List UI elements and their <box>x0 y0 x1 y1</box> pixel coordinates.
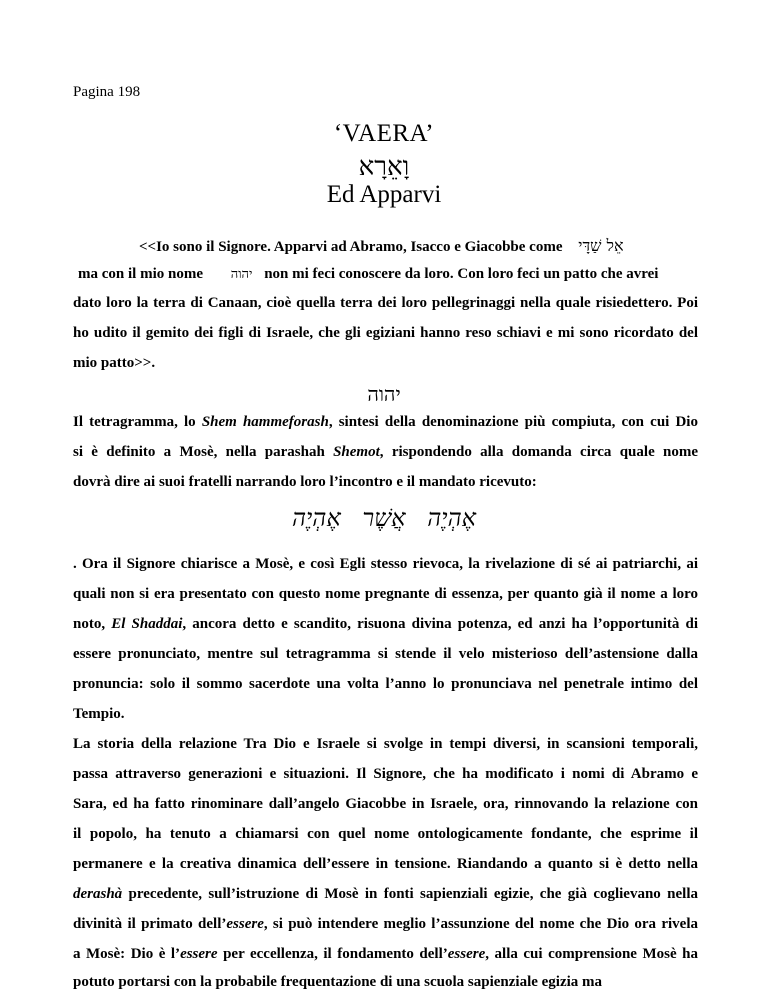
para2-line-3 <box>73 616 698 633</box>
quote-line-3: dato loro la terra di Canaan, cioè quella terra dei loro pellegrinaggi nella quale risiedettero. Poi <box>73 295 698 311</box>
para1-line-2-pre: si è definito a Mosè, nella parashah <box>73 444 334 460</box>
yhwh-inline-hebrew: יהוה <box>230 267 253 282</box>
para2-line-3-post: , ancora detto e scandito, risuona divina potenza, ed anzi ha l’opportunità di <box>182 616 698 632</box>
para3-line-8-mid: per eccellenza, il fondamento dell’ <box>217 946 448 962</box>
essere-term: essere <box>447 946 486 962</box>
para3-line-6-post: precedente, sull’istruzione di Mosè in fonti sapienziali egizie, che già coglievano nella <box>122 886 698 902</box>
quote-line-4: ho udito il gemito dei figli di Israele, che gli egiziani hanno reso schiavi e mi sono ricordato del <box>73 325 698 341</box>
para3-line-1: La storia della relazione Tra Dio e Israele si svolge in tempi diversi, in scansioni temporali, <box>73 736 698 752</box>
para1-line-1-post: , sintesi della denominazione più compiuta, con cui Dio <box>328 414 698 430</box>
tetragram-hebrew: יהוה <box>367 382 401 406</box>
quote-line-2-post: non mi feci conoscere da loro. Con loro feci un patto che avrei <box>264 266 659 282</box>
para3-line-3: Sara, ed ha fatto rinominare dall’angelo Giacobbe in Israele, ora, rinnovando la relazione con <box>73 796 698 812</box>
para3-line-8-post: , alla cui comprensione Mosè ha <box>485 946 699 962</box>
el-shaddai-hebrew: אֵל שַׁדָּי <box>578 236 624 255</box>
para3-line-7-pre: divinità il primato dell’ <box>73 916 227 932</box>
shem-hammeforash-term: Shem hammeforash <box>201 414 329 430</box>
para2-line-3-pre: noto, <box>73 616 112 632</box>
para1-line-2-post: , rispondendo alla domanda circa quale nome <box>379 444 699 460</box>
derasha-term: derashà <box>73 886 123 902</box>
para2-line-4: essere pronunciato, mentre sul tetragramma si stende il velo misterioso dell’astensione dalla <box>73 646 698 662</box>
para3-line-8 <box>73 946 698 963</box>
para1-line-2 <box>73 444 698 461</box>
quote-line-5: mio patto>>. <box>73 355 156 371</box>
para3-line-7-post: , si può intendere meglio l’assunzione del nome che Dio ora rivela <box>263 916 698 932</box>
para3-line-5: permanere e la creativa dinamica dell’essere in tensione. Riandando a quanto si è detto nella <box>73 856 698 872</box>
essere-term: essere <box>180 946 218 962</box>
para3-line-4: il popolo, ha tenuto a chiamarsi con quel nome ontologicamente fondante, che esprime il <box>73 826 698 842</box>
para3-line-9: potuto portarsi con la probabile frequentazione di una scuola sapienziale egizia ma <box>73 974 603 990</box>
para3-line-8-pre: a Mosè: Dio è l’ <box>73 946 181 962</box>
parashah-title-hebrew: וָאֵרָא <box>358 152 410 181</box>
para1-line-1-pre: Il tetragramma, lo <box>73 414 202 430</box>
quote-line-1 <box>139 236 624 256</box>
parashah-title-italian: Ed Apparvi <box>326 181 442 208</box>
para2-line-5: pronuncia: solo il sommo sacerdote una volta l’anno lo pronunciava nel penetrale intimo del <box>73 676 698 692</box>
para2-line-2: quali non si era presentato con questo nome pregnante di essenza, per quanto già il nome a loro <box>73 586 698 602</box>
ehyeh-asher-ehyeh-hebrew: אֶהְיֶה אֲשֶׁר אֶהְיֶה <box>291 504 477 532</box>
para1-line-3: dovrà dire ai suoi fratelli narrando loro l’incontro e il mandato ricevuto: <box>73 474 537 490</box>
quote-line-2-pre: ma con il mio nome <box>78 266 203 282</box>
para3-line-7 <box>73 916 698 933</box>
shemot-term: Shemot <box>333 444 380 460</box>
para1-line-1 <box>73 414 698 431</box>
para2-line-6: Tempio. <box>73 706 125 722</box>
para2-line-1: . Ora il Signore chiarisce a Mosè, e così Egli stesso rievoca, la rivelazione di sé ai patriarchi, ai <box>73 556 698 572</box>
page-number: Pagina 198 <box>73 84 141 100</box>
para3-line-2: passa attraverso generazioni e situazioni. Il Signore, che ha modificato i nomi di Abramo e <box>73 766 698 782</box>
parashah-title-latin: ‘VAERA’ <box>333 120 435 147</box>
quote-line-2 <box>78 266 658 283</box>
para3-line-6 <box>73 886 698 903</box>
el-shaddai-term: El Shaddai <box>111 616 183 632</box>
essere-term: essere <box>226 916 264 932</box>
quote-line-1-text: <<Io sono il Signore. Apparvi ad Abramo, Isacco e Giacobbe come <box>139 239 563 255</box>
